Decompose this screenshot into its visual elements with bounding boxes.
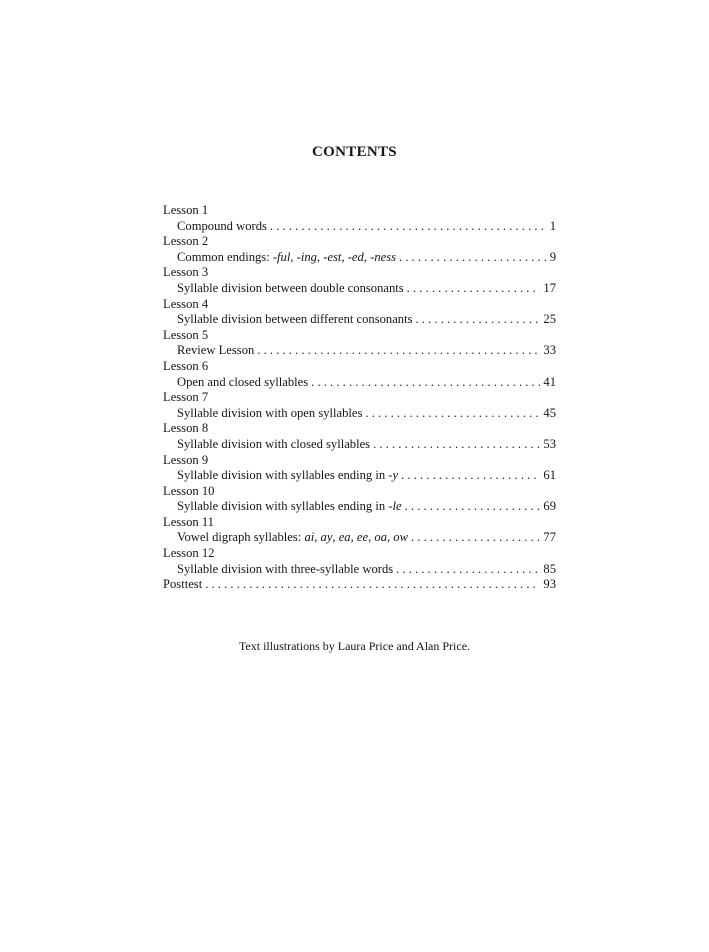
- toc-entry: [163, 250, 556, 266]
- toc-entry-title: [177, 281, 407, 297]
- toc-entry-title: [177, 375, 311, 391]
- toc-entry-text: Open and closed syllables: [177, 374, 309, 389]
- toc-entry: [163, 281, 556, 297]
- toc-page-number: 53: [543, 436, 556, 451]
- toc-entry-text: ,: [332, 530, 339, 545]
- dot-leader: [407, 281, 541, 297]
- toc-page-number: 61: [543, 468, 556, 483]
- toc-lesson-label: Lesson 12: [163, 546, 215, 561]
- toc-entry: [163, 562, 556, 578]
- toc-entry: [163, 406, 556, 422]
- toc-lesson-label: Lesson 3: [163, 265, 209, 280]
- toc-entry-text: ,: [314, 530, 321, 545]
- toc-page-number: 33: [543, 343, 556, 358]
- toc-lesson-label: Lesson 9: [163, 452, 209, 467]
- toc-entry-text: Syllable division with closed syllables: [177, 436, 371, 451]
- toc-page-number: 41: [543, 374, 556, 389]
- toc-entry-text: Syllable division with open syllables: [177, 405, 363, 420]
- toc-lesson-label: Lesson 2: [163, 234, 209, 249]
- toc-entry-text: ,: [350, 530, 357, 545]
- toc-entry-text: Vowel digraph syllables:: [177, 530, 305, 545]
- toc-entry-title: [177, 250, 399, 266]
- toc-entry-text: Compound words: [177, 218, 267, 233]
- toc-entry-italic-text: -ing: [296, 249, 317, 264]
- toc-entry-title: [177, 312, 416, 328]
- toc-entry-text: Review Lesson: [177, 343, 255, 358]
- toc-entry-italic-text: ai: [304, 530, 315, 545]
- toc-entry-title: [177, 530, 411, 546]
- toc-entry-italic-text: ea: [338, 530, 351, 545]
- dot-leader: [257, 343, 540, 359]
- toc-entry-italic-text: -ful: [272, 249, 291, 264]
- toc-lesson-label: Lesson 5: [163, 327, 209, 342]
- toc-entry-italic-text: ee: [356, 530, 369, 545]
- toc-entry: [163, 499, 556, 515]
- toc-entry-italic-text: -ness: [370, 249, 397, 264]
- dot-leader: [405, 499, 541, 515]
- toc-entry-text: Syllable division between different consonants: [177, 312, 413, 327]
- toc-page-number: 9: [549, 249, 556, 264]
- toc-entry-italic-text: ow: [393, 530, 408, 545]
- toc-entry-title: [177, 219, 270, 235]
- toc-lesson-label: Lesson 4: [163, 296, 209, 311]
- toc-page-number: 45: [543, 405, 556, 420]
- toc-lesson-label: Lesson 1: [163, 203, 209, 217]
- toc-entry-italic-text: ay: [320, 530, 333, 545]
- page-title: CONTENTS: [312, 144, 397, 160]
- toc-page-number: 1: [549, 218, 556, 233]
- toc-entry: [163, 437, 556, 453]
- toc-lesson-label: Lesson 7: [163, 390, 209, 405]
- dot-leader: [270, 219, 547, 235]
- toc-entry-title: [177, 406, 365, 422]
- toc-page-number: 25: [543, 312, 556, 327]
- toc-lesson-label: Lesson 11: [163, 514, 214, 529]
- toc-entry-italic-text: -y: [388, 468, 399, 483]
- toc-entry-text: ,: [316, 249, 324, 264]
- dot-leader: [205, 577, 540, 593]
- illustration-credits: Text illustrations by Laura Price and Alan Price.: [238, 639, 471, 653]
- toc-entry: [163, 530, 556, 546]
- toc-entry-title: [177, 343, 257, 359]
- toc-entry: [163, 219, 556, 235]
- dot-leader: [311, 375, 540, 391]
- toc-entry-title: [177, 499, 405, 515]
- toc-entry-text: Syllable division between double consonants: [177, 280, 404, 295]
- toc-page-number: 85: [543, 561, 556, 576]
- toc-entry-text: ,: [290, 249, 297, 264]
- dot-leader: [399, 250, 547, 266]
- toc-entry-italic-text: -le: [388, 499, 402, 514]
- toc-entry-title: [177, 562, 396, 578]
- toc-lesson-label: Lesson 6: [163, 358, 209, 373]
- dot-leader: [416, 312, 541, 328]
- toc-page-number: 77: [543, 530, 556, 545]
- toc-page-number: 93: [543, 577, 556, 592]
- toc-entry-text: ,: [386, 530, 394, 545]
- toc-entry-italic-text: -est: [323, 249, 342, 264]
- toc-entry-text: Syllable division with three-syllable words: [177, 561, 394, 576]
- dot-leader: [396, 562, 540, 578]
- toc-entry-text: ,: [341, 249, 348, 264]
- toc-lesson-label: Lesson 10: [163, 483, 215, 498]
- dot-leader: [373, 437, 540, 453]
- table-of-contents: [163, 203, 556, 593]
- dot-leader: [365, 406, 540, 422]
- toc-entry-italic-text: -ed: [347, 249, 364, 264]
- toc-entry: [163, 375, 556, 391]
- toc-page-number: 69: [543, 499, 556, 514]
- toc-posttest-entry: [163, 577, 556, 593]
- toc-entry-title: [177, 437, 373, 453]
- toc-entry: [163, 468, 556, 484]
- toc-entry-italic-text: oa: [374, 530, 387, 545]
- toc-lesson-label: Lesson 8: [163, 421, 209, 436]
- toc-entry-title: [177, 468, 401, 484]
- toc-entry-text: Common endings:: [177, 249, 273, 264]
- toc-entry-text: ,: [368, 530, 375, 545]
- toc-page-number: 17: [543, 280, 556, 295]
- toc-entry-text: Syllable division with syllables ending in: [177, 499, 389, 514]
- toc-entry: [163, 312, 556, 328]
- dot-leader: [411, 530, 540, 546]
- toc-posttest-title: Posttest: [163, 577, 203, 592]
- toc-entry: [163, 343, 556, 359]
- toc-entry-text: ,: [363, 249, 371, 264]
- toc-entry-text: Syllable division with syllables ending in: [177, 468, 389, 483]
- dot-leader: [401, 468, 540, 484]
